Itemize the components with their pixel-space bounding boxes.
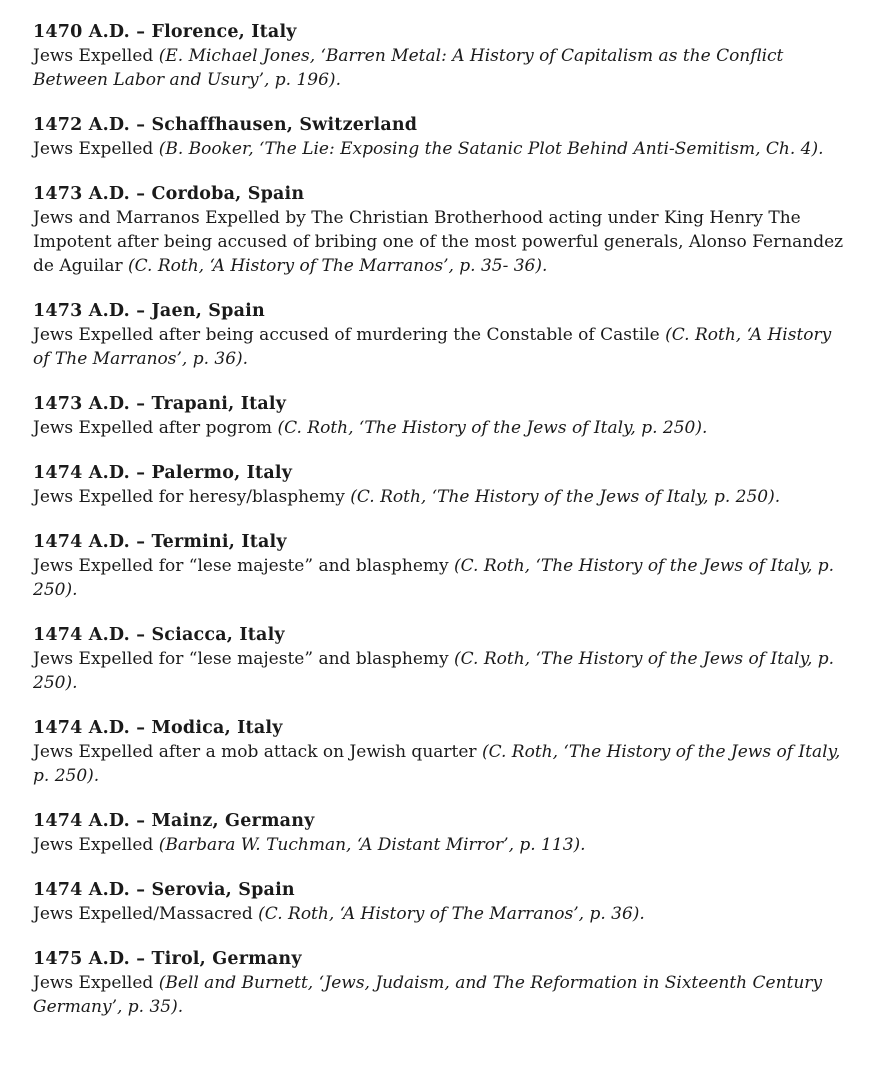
timeline-entry [33, 182, 848, 278]
timeline-entry [33, 716, 848, 788]
entry-text: Jews Expelled [33, 46, 159, 66]
timeline-entry [33, 809, 848, 857]
timeline-entry [33, 947, 848, 1019]
timeline-entry [33, 113, 848, 161]
entry-citation: (Barbara W. Tuchman, ‘A Distant Mirror’, p. 113). [158, 835, 586, 855]
timeline-entry [33, 878, 848, 926]
entry-heading: 1474 A.D. – Modica, Italy [33, 718, 283, 738]
timeline-entry [33, 20, 848, 92]
entry-heading: 1474 A.D. – Sciacca, Italy [33, 625, 285, 645]
entry-body [33, 485, 845, 509]
entry-text: Jews Expelled after being accused of murdering the Constable of Castile [33, 325, 666, 345]
entry-citation: (C. Roth, ‘The History of the Jews of Italy, p. 250). [33, 742, 841, 786]
entry-heading: 1474 A.D. – Mainz, Germany [33, 811, 315, 831]
entry-text: Jews Expelled [33, 139, 159, 159]
entry-citation: (C. Roth, ‘The History of the Jews of Italy, p. 250). [33, 649, 835, 693]
entry-citation: (C. Roth, ‘A History of The Marranos’, p. 36). [33, 325, 832, 369]
entry-heading: 1474 A.D. – Termini, Italy [33, 532, 287, 552]
timeline-entry [33, 392, 848, 440]
entry-text: Jews Expelled for “lese majeste” and blasphemy [33, 649, 455, 669]
timeline-entry [33, 623, 848, 695]
timeline-entry [33, 299, 848, 371]
entry-citation: (C. Roth, ‘The History of the Jews of Italy, p. 250). [350, 487, 781, 507]
entry-body [33, 137, 845, 161]
entry-heading: 1473 A.D. – Cordoba, Spain [33, 184, 305, 204]
entry-heading: 1473 A.D. – Jaen, Spain [33, 301, 265, 321]
entry-heading: 1472 A.D. – Schaffhausen, Switzerland [33, 115, 418, 135]
entry-text: Jews Expelled [33, 835, 159, 855]
entry-text: Jews Expelled [33, 973, 159, 993]
entry-body [33, 647, 845, 695]
entry-citation: (Bell and Burnett, ‘Jews, Judaism, and The Reformation in Sixteenth Century Germany’, p. 35). [33, 973, 823, 1017]
entry-body [33, 971, 845, 1019]
entry-text: Jews and Marranos Expelled by The Christian Brotherhood acting under King Henry The Impotent after being accused of bribing one of the most powerful generals, Alonso Fernandez de Aguilar [33, 208, 844, 276]
entry-text: Jews Expelled for heresy/blasphemy [33, 487, 351, 507]
entry-heading: 1474 A.D. – Palermo, Italy [33, 463, 293, 483]
timeline-entry [33, 530, 848, 602]
entry-body [33, 416, 845, 440]
entry-text: Jews Expelled after pogrom [33, 418, 278, 438]
entry-text: Jews Expelled for “lese majeste” and blasphemy [33, 556, 455, 576]
entry-body [33, 740, 845, 788]
entry-body [33, 902, 845, 926]
entry-text: Jews Expelled after a mob attack on Jewish quarter [33, 742, 482, 762]
entry-heading: 1473 A.D. – Trapani, Italy [33, 394, 287, 414]
entry-citation: (E. Michael Jones, ‘Barren Metal: A History of Capitalism as the Conflict Between Labor and Usury’, p. 196). [33, 46, 784, 90]
entry-heading: 1470 A.D. – Florence, Italy [33, 22, 297, 42]
entry-body [33, 554, 845, 602]
entry-body [33, 833, 845, 857]
entry-citation: (C. Roth, ‘The History of the Jews of Italy, p. 250). [33, 556, 835, 600]
entry-heading: 1474 A.D. – Serovia, Spain [33, 880, 295, 900]
entry-citation: (B. Booker, ‘The Lie: Exposing the Satanic Plot Behind Anti-Semitism, Ch. 4). [158, 139, 824, 159]
entry-text: Jews Expelled/Massacred [33, 904, 259, 924]
entry-body [33, 206, 845, 278]
entry-citation: (C. Roth, ‘The History of the Jews of Italy, p. 250). [277, 418, 708, 438]
entry-citation: (C. Roth, ‘A History of The Marranos’, p. 35- 36). [128, 256, 548, 276]
timeline-entry [33, 461, 848, 509]
entry-citation: (C. Roth, ‘A History of The Marranos’, p. 36). [258, 904, 645, 924]
entry-body [33, 44, 845, 92]
entry-heading: 1475 A.D. – Tirol, Germany [33, 949, 302, 969]
entry-body [33, 323, 845, 371]
